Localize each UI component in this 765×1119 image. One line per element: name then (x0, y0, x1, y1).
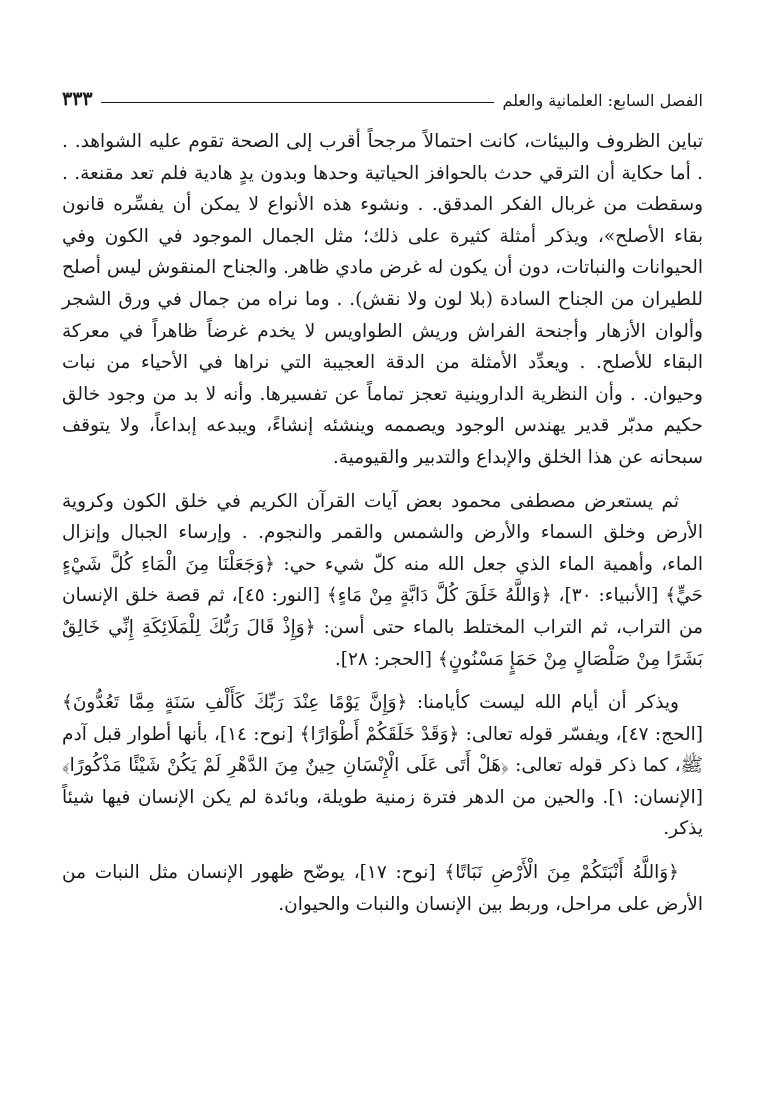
paragraph-3: ويذكر أن أيام الله ليست كأيامنا: ﴿وَإِنَّ يَوْمًا عِنْدَ رَبِّكَ كَأَلْفِ سَنَةٍ مِمَّا تَعُدُّونَ﴾ [الحج: ٤٧]، ويفسّر قوله تعالى: ﴿وَقَدْ خَلَقَكُمْ أَطْوَارًا﴾ [نوح: ١٤]، بأنها أطوار قبل آدم ﷺ، كما ذكر قوله تعالى: ﴿هَلْ أَتَى عَلَى الْإِنْسَانِ حِينٌ مِنَ الدَّهْرِ لَمْ يَكُنْ شَيْئًا مَذْكُورًا﴾ [الإنسان: ١]. والحين من الدهر فترة زمنية طويلة، وبائدة لم يكن الإنسان فيها شيئاً يذكر. (62, 692, 703, 840)
page-number: ٣٣٣ (62, 88, 93, 110)
body-text (62, 126, 703, 932)
paragraph-2: ثم يستعرض مصطفى محمود بعض آيات القرآن الكريم في خلق الكون وكروية الأرض وخلق السماء والأرض والشمس والقمر والنجوم. . وإرساء الجبال وإنزال الماء، وأهمية الماء الذي جعل الله منه كلّ شيء حي: ﴿وَجَعَلْنَا مِنَ الْمَاءِ كُلَّ شَيْءٍ حَيٍّ﴾ [الأنبياء: ٣٠]، ﴿وَاللَّهُ خَلَقَ كُلَّ دَابَّةٍ مِنْ مَاءٍ﴾ [النور: ٤٥]، ثم قصة خلق الإنسان من التراب، ثم التراب المختلط بالماء حتى أسن: ﴿وَإِذْ قَالَ رَبُّكَ لِلْمَلَائِكَةِ إِنِّي خَالِقٌ بَشَرًا مِنْ صَلْصَالٍ مِنْ حَمَإٍ مَسْنُونٍ﴾ [الحجر: ٢٨]. (62, 490, 703, 670)
running-header (62, 80, 703, 110)
paragraph-1: تباين الظروف والبيئات، كانت احتمالاً مرجحاً أقرب إلى الصحة تقوم عليه الشواهد. . . أما حكاية أن الترقي حدث بالحوافز الحياتية وحدها وبدون يدٍ هادية فلم تعد مقنعة. . وسقطت من غربال الفكر المدقق. . ونشوء هذه الأنواع لا يمكن أن يفسِّره قانون بقاء الأصلح»، ويذكر أمثلة كثيرة على ذلك؛ مثل الجمال الموجود في الكون وفي الحيوانات والنباتات، دون أن يكون له غرض مادي ظاهر. والجناح المنقوش ليس أصلح للطيران من الجناح السادة (بلا لون ولا نقش). . وما نراه من جمال في ورق الشجر وألوان الأزهار وأجنحة الفراش وريش الطواويس لا يخدم غرضاً ظاهراً في معركة البقاء للأصلح. . ويعدِّد الأمثلة من الدقة العجيبة التي نراها في الأحياء من نبات وحيوان. . وأن النظرية الداروينية تعجز تماماً عن تفسيرها. وأنه لا بد من وجود خالق حكيم مدبّر قدير يهندس الوجود ويصممه وينشئه إنشاءً، ويبدعه إبداعاً، ولا يتوقف سبحانه عن هذا الخلق والإبداع والتدبير والقيومية. (62, 131, 703, 468)
paragraph-4: ﴿وَاللَّهُ أَنْبَتَكُمْ مِنَ الْأَرْضِ نَبَاتًا﴾ [نوح: ١٧]، يوضّح ظهور الإنسان مثل النبات من الأرض على مراحل، وربط بين الإنسان والنبات والحيوان. (62, 862, 703, 915)
chapter-title: الفصل السابع: العلمانية والعلم (502, 91, 703, 110)
header-rule (101, 102, 495, 103)
